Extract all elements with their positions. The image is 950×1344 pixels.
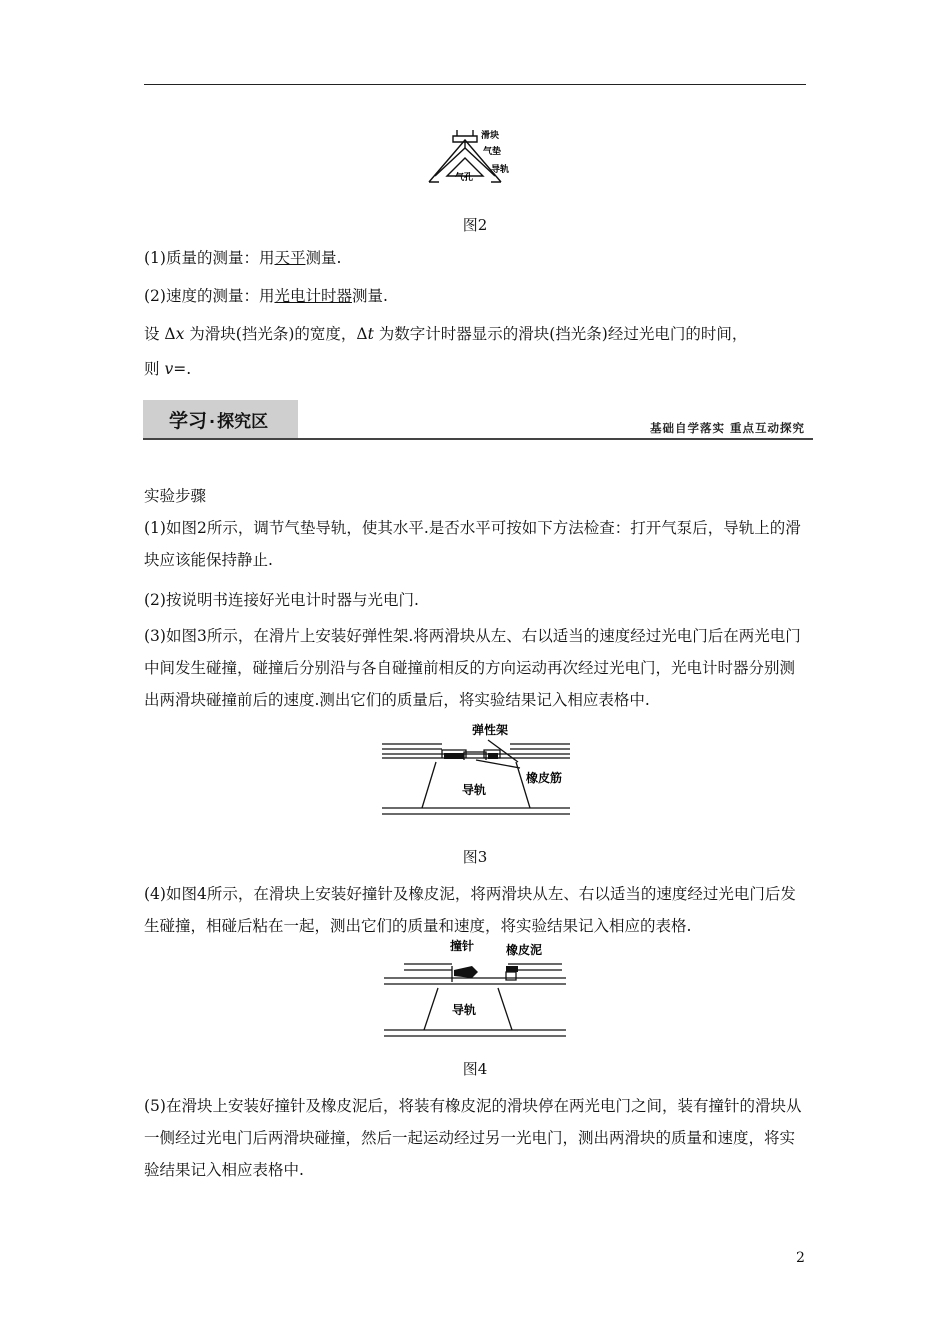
step-3: (3)如图3所示，在滑片上安装好弹性架.将两滑块从左、右以适当的速度经过光电门后在两光电门中间发生碰撞，碰撞后分别沿与各自碰撞前相反的方向运动再次经过光电门，光电计时器分别测出两滑块碰撞前后的速度.测出它们的质量后，将实验结果记入相应表格中. (144, 627, 801, 709)
page-number: 2 (796, 1250, 805, 1266)
figure-2-air-track-diagram (425, 126, 525, 188)
figure-4-caption: 图4 (462, 1060, 488, 1078)
fig4-label-track: 导轨 (452, 1003, 477, 1017)
fig2-label-air-hole: 气孔 (455, 173, 474, 183)
photogate-timer-answer: 光电计时器 (274, 287, 352, 305)
fig3-label-rubber-band: 橡皮筋 (526, 771, 563, 785)
figure-3-elastic-frame-diagram (380, 722, 572, 820)
fig3-label-track: 导轨 (462, 783, 487, 797)
balance-answer: 天平 (274, 249, 306, 267)
velocity-measurement-line: (2)速度的测量：用光电计时器测量. (144, 287, 388, 305)
fig2-label-air-cushion: 气垫 (483, 147, 502, 157)
step-5: (5)在滑块上安装好撞针及橡皮泥后，将装有橡皮泥的滑块停在两光电门之间，装有撞针的滑块从一侧经过光电门后两滑块碰撞，然后一起运动经过另一光电门，测出两滑块的质量和速度，将实验结果记入相应表格中. (144, 1097, 802, 1179)
step-1: (1)如图2所示，调节气垫导轨，使其水平.是否水平可按如下方法检查：打开气泵后，导轨上的滑块应该能保持静止. (144, 519, 801, 569)
figure-4-needle-putty-diagram (382, 936, 568, 1042)
mass-measurement-line: (1)质量的测量：用天平测量. (144, 249, 342, 267)
banner-underline (143, 438, 813, 440)
step-4: (4)如图4所示，在滑块上安装好撞针及橡皮泥，将两滑块从左、右以适当的速度经过光电门后发生碰撞，相碰后粘在一起，测出它们的质量和速度，将实验结果记入相应的表格. (144, 885, 796, 935)
fig2-label-slider: 滑块 (481, 131, 500, 141)
banner-right-text: 基础自学落实 重点互动探究 (649, 421, 805, 435)
fig2-label-track: 导轨 (491, 165, 510, 175)
steps-heading: 实验步骤 (144, 487, 207, 505)
step-2: (2)按说明书连接好光电计时器与光电门. (144, 591, 419, 609)
fig3-label-elastic-frame: 弹性架 (472, 723, 509, 737)
fig4-label-striker-pin: 撞针 (450, 939, 475, 953)
banner-title: 学习 · 探究区 (169, 410, 269, 432)
velocity-definition-text: 设 Δx 为滑块(挡光条)的宽度，Δt 为数字计时器显示的滑块(挡光条)经过光电门的时间， (144, 325, 748, 343)
figure-3-caption: 图3 (462, 848, 488, 866)
velocity-formula-line: 则 v=. (144, 360, 192, 378)
fig4-label-plasticine: 橡皮泥 (506, 943, 543, 957)
header-rule (144, 84, 806, 85)
section-banner (143, 400, 813, 440)
figure-2-caption: 图2 (462, 216, 488, 234)
